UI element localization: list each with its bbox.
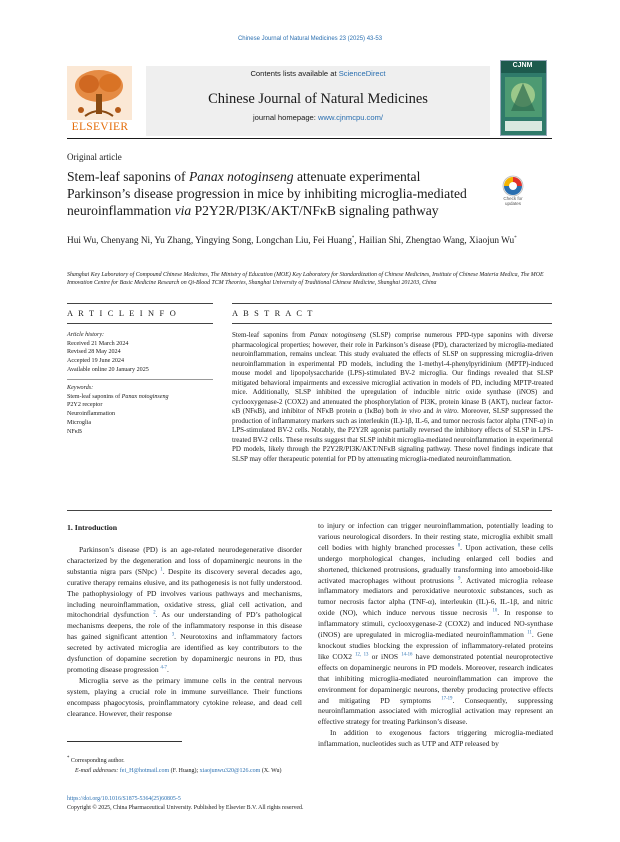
abstract-text: Stem-leaf saponins from Panax notoginseng (SLSP) comprise numerous PPD-type saponins with diverse pharmacological properties; however, their role in Parkinson’s disease (PD), characterized by microglia-mediated neuroinflammation, remains unclear. This study evaluated the effects of SLSP on suppressing microglia-driven neuroinflammation in experimental PD models, including the 1-methyl-4-phenylpyridinium (MPTP)-induced mouse model and lipopolysaccharide (LPS)-stimulated BV-2 microglia. Our findings revealed that SLSP mitigated behavioral impairments and excessive microglial activation in models of PD, including MPTP-treated mice. Additionally, SLSP inhibited the upregulation of inducible nitric oxide synthase (iNOS) and cyclooxygenase-2 (COX2) and attenuated the phosphorylation of PI3K, protein kinase B (AKT), nuclear factor-κB (NFκB), and inhibitor of NFκB protein α (IκBα) both in vivo and in vitro. Moreover, SLSP suppressed the production of inflammatory markers such as interleukin (IL)-1β, IL-6, and tumor necrosis factor alpha (TNF-α) in LPS-stimulated BV-2 cells. Notably, the P2Y2R agonist partially reversed the inhibitory effects of SLSP in LPS-treated BV-2 cells. These results suggest that SLSP inhibit microglia-mediated neuroinflammation in experimental PD models, likely through the P2Y2R/PI3K/AKT/NFκB signaling pathway. These novel findings indicate that SLSP may offer therapeutic potential for PD by attenuating microglia-mediated neuroinflammation. (232, 331, 553, 463)
keywords-label: Keywords: (67, 385, 94, 391)
homepage-prefix: journal homepage: (252, 113, 316, 122)
email-link[interactable]: xiaojunwu320@126.com (199, 767, 261, 774)
info-rule (67, 303, 213, 304)
article-title (67, 168, 482, 220)
doi-link[interactable]: https://doi.org/10.1016/S1875-5364(25)60805-5 (67, 796, 181, 802)
keywords-rule (67, 379, 213, 380)
header-rule (67, 138, 552, 139)
introduction-heading: 1. Introduction (67, 523, 118, 532)
article-type: Original article (67, 152, 122, 162)
check-for-updates-label[interactable]: Check for updates (503, 196, 523, 206)
journal-cover-image (500, 60, 547, 136)
cover-title: CJNM (512, 62, 533, 69)
abstract-rule (232, 323, 552, 324)
copyright-line: Copyright © 2025, China Pharmaceutical University. Published by Elsevier B.V. All rights reserved. (67, 805, 304, 811)
keyword: Neuroinflammation (67, 411, 116, 418)
paragraph: Microglia serve as the primary immune cells in the central nervous system, playing a crucial role in immune surveillance. Their functions encompass phagocytosis, proinflammatory cytokine release, and dead cell clearance. However, their response (67, 675, 302, 718)
citation-link[interactable]: 3 (171, 632, 175, 638)
body-column-left (67, 545, 302, 720)
title-part: attenuate experimental Parkinson’s disease progression in mice by inhibiting microglia-mediated neuroinflammation (67, 169, 467, 219)
paragraph: Parkinson’s disease (PD) is an age-related neurodegenerative disorder characterized by the degeneration and loss of dopaminergic neurons in the substantia nigra pars (SNpc) $^1$. Despite its discovery several decades ago, curative therapy remains elusive, and its pathogenesis is not fully understood. The pathophysiology of PD involves various pathways and mechanisms, including neuroinflammation, oxidative stress, glial cell activation, and mitochondrial dysfunction $^2$. As our understanding of PD’s pathological mechanisms deepens, the role of the inflammatory response in this disease has gained significant attention $^3$. Neurotoxins and inflammatory factors secreted by activated microglia are identified as key contributors to the dysfunction of dopamine secretion by dopaminergic neurons in PD, thus promoting disease progression $^{4-7}$. (67, 545, 302, 674)
keyword: NFκB (67, 428, 82, 435)
title-species: Panax notoginseng (188, 169, 294, 184)
citation-link[interactable]: 1 (160, 567, 163, 573)
paragraph: to injury or infection can trigger neuroinflammation, potentially leading to various neurological disorders. In their resting state, microglia exhibit small cell bodies with highly branched processes $^8$. Upon activation, these cells undergo morphological changes, including enlarged cell bodies and shortened, thickened protrusions, gradually transforming into amoeboid-like activated macrophages without protrusions $^9$. Activated microglia release inflammatory mediators and peroxidative neurotoxic substances, such as tumor necrosis factor alpha (TNF-α), interleukin (IL)-6, IL-1β, and nitric oxide (NO), which induce nervous tissue necrosis $^{10}$. In response to inflammatory stimuli, cyclooxygenase-2 (COX2) and induced NO-synthase (iNOS) are upregulated in microglia-mediated neuroinflammation $^{11}$. Gene knockout studies blocking the expression of inflammatory-related proteins like COX2 $^{12, 13}$ or iNOS $^{14-16}$ have demonstrated potential neuroprotective effects on dopaminergic neurons in PD models. Moreover, research indicates that inhibiting microglia-mediated neuroinflammation can improve the environment for dopaminergic neurons, thereby producing protective effects and mitigating PD symptoms $^{17-19}$. Consequently, suppressing neuroinflammation associated with microglial activation may represent an effective strategy for treating Parkinson’s disease. (318, 521, 554, 727)
title-via: via (174, 203, 192, 219)
citation-link[interactable]: 12, 13 (355, 652, 369, 658)
keyword: P2Y2 receptor (67, 402, 103, 409)
affiliation: Shanghai Key Laboratory of Compound Chinese Medicines, The Ministry of Education (MOE) Key Laboratory for Standardization of Chinese Medicines, Institute of Chinese Materia Medica, The MOE Innovation Centre for Basic Medicine Research on Qi-Blood TCM Theories, Shanghai University of Traditional Chinese Medicine, Shanghai 201203, China (67, 272, 544, 287)
citation-link[interactable]: 10 (492, 608, 498, 614)
article-history (67, 331, 217, 375)
revised-date: Revised 28 May 2024 (67, 349, 121, 356)
publisher-name: ELSEVIER (71, 121, 129, 133)
abstract-heading: A B S T R A C T (232, 309, 315, 318)
keywords (67, 384, 217, 436)
homepage-line (146, 113, 490, 122)
author-list: Hui Wu, Chenyang Ni, Yu Zhang, Yingying Song, Longchan Liu, Fei Huang*, Hailian Shi, Zhengtao Wang, Xiaojun Wu* (67, 235, 517, 246)
citation-link[interactable]: 17-19 (441, 696, 453, 701)
article-info-heading: A R T I C L E I N F O (67, 309, 178, 318)
accepted-date: Accepted 19 June 2024 (67, 358, 125, 365)
keyword: Microglia (67, 419, 92, 426)
title-part: Stem-leaf saponins of (67, 169, 189, 184)
history-label: Article history: (67, 332, 105, 338)
sciencedirect-link[interactable]: ScienceDirect (338, 69, 386, 78)
online-date: Available online 20 January 2025 (67, 366, 149, 373)
journal-title: Chinese Journal of Natural Medicines (208, 91, 428, 107)
citation-link[interactable]: 8 (457, 543, 461, 549)
running-head: Chinese Journal of Natural Medicines 23 (2025) 43-53 (237, 36, 383, 42)
footnote-rule (67, 741, 182, 742)
abstract-bottom-rule (67, 510, 552, 511)
citation-link[interactable]: 9 (457, 576, 461, 582)
keyword: Stem-leaf saponins of Panax notoginseng (67, 393, 169, 400)
citation-link[interactable]: 11 (527, 630, 532, 636)
contents-prefix: Contents lists available at (250, 69, 337, 78)
citation-link[interactable]: 2 (153, 610, 156, 616)
body-column-right (318, 521, 553, 750)
homepage-link[interactable]: www.cjnmcpu.com/ (318, 113, 383, 122)
title-part: P2Y2R/PI3K/AKT/NFκB signaling pathway (191, 203, 439, 219)
citation-link[interactable]: 4-7 (160, 665, 167, 671)
abstract-rule (232, 303, 552, 304)
received-date: Received 21 March 2024 (67, 340, 129, 347)
citation-link[interactable]: 14-16 (401, 652, 413, 658)
corresponding-author-note: * Corresponding author. E-mail addresses: fei_H@hotmail.com (F. Huang); xiaojunwu320@126.com (X. Wu) (67, 756, 282, 774)
info-rule (67, 323, 213, 324)
paragraph: In addition to exogenous factors triggering microglia-mediated inflammation, nucleotides such as UTP and ATP released by (318, 728, 553, 749)
email-link[interactable]: fei_H@hotmail.com (119, 767, 170, 774)
contents-line (146, 69, 490, 78)
